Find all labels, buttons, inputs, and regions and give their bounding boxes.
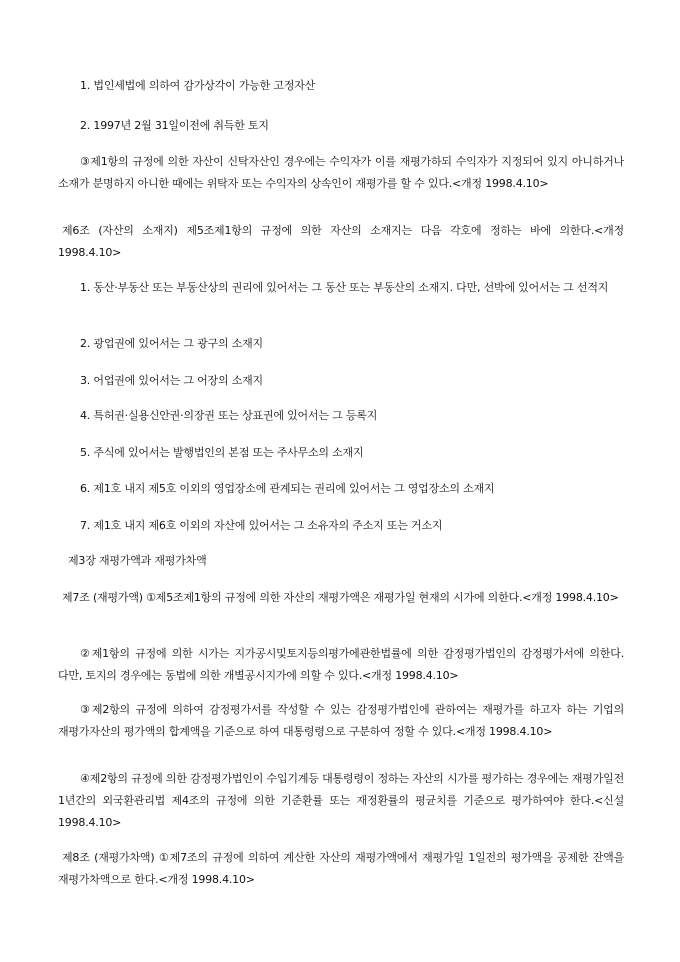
article-6-item-2: 2. 광업권에 있어서는 그 광구의 소재지 — [80, 337, 263, 350]
article-6-item-6: 6. 제1호 내지 제5호 이외의 영업장소에 관계되는 권리에 있어서는 그 영업장소의 소재지 — [80, 482, 495, 495]
article-6-item-4: 4. 특허권·실용신안권·의장권 또는 상표권에 있어서는 그 등록지 — [80, 409, 378, 422]
article-6-asset-location: 제6조 (자산의 소재지) 제5조제1항의 규정에 의한 자산의 소재지는 다음 각호에 정하는 바에 의한다.<개정 1998.4.10> — [58, 224, 624, 259]
article-6-item-5: 5. 주식에 있어서는 발행법인의 본점 또는 주사무소의 소재지 — [80, 446, 364, 459]
article-6-item-1: 1. 동산·부동산 또는 부동산상의 권리에 있어서는 그 동산 또는 부동산의 소재지. 다만, 선박에 있어서는 그 선적지 — [80, 281, 609, 294]
chapter-3-heading: 제3장 재평가액과 재평가차액 — [68, 554, 207, 567]
item-land-acquired: 2. 1997년 2월 31일이전에 취득한 토지 — [80, 119, 269, 132]
article-7-paragraph-2: ②제1항의 규정에 의한 시가는 지가공시및토지등의평가에관한법률에 의한 감정평가법인의 감정평가서에 의한다. 다만, 토지의 경우에는 동법에 의한 개별공시지가에 의할 수 있다.<개정 1998.4.10> — [58, 647, 624, 682]
item-depreciable-fixed-assets: 1. 법인세법에 의하여 감가상각이 가능한 고정자산 — [80, 79, 316, 92]
article-6-item-3: 3. 어업권에 있어서는 그 어장의 소재지 — [80, 374, 263, 387]
article-7-paragraph-4: ④제2항의 규정에 의한 감정평가법인이 수입기계등 대통령령이 정하는 자산의 시가를 평가하는 경우에는 재평가일전 1년간의 외국환관리법 제4조의 규정에 의한 기준환률 또는 재정환률의 평균치를 기준으로 평가하여야 한다.<신설 1998.4.10> — [58, 772, 624, 829]
article-7-paragraph-3: ③제2항의 규정에 의하여 감정평가서를 작성할 수 있는 감정평가법인에 관하여는 재평가를 하고자 하는 기업의 재평가자산의 평가액의 합계액을 기준으로 하여 대통령령으로 구분하여 정할 수 있다.<개정 1998.4.10> — [58, 703, 624, 738]
article-7-paragraph-1: 제7조 (재평가액) ①제5조제1항의 규정에 의한 자산의 재평가액은 재평가일 현재의 시가에 의한다.<개정 1998.4.10> — [62, 591, 619, 604]
article-8-paragraph-1: 제8조 (재평가차액) ①제7조의 규정에 의하여 계산한 자산의 재평가액에서 재평가일 1일전의 평가액을 공제한 잔액을 재평가차액으로 한다.<개정 1998.4.10> — [58, 851, 624, 886]
paragraph-trust-assets: ③제1항의 규정에 의한 자산이 신탁자산인 경우에는 수익자가 이를 재평가하되 수익자가 지정되어 있지 아니하거나 소재가 분명하지 아니한 때에는 위탁자 또는 수익자의 상속인이 재평가를 할 수 있다.<개정 1998.4.10> — [58, 155, 624, 190]
article-6-item-7: 7. 제1호 내지 제6호 이외의 자산에 있어서는 그 소유자의 주소지 또는 거소지 — [80, 519, 443, 532]
